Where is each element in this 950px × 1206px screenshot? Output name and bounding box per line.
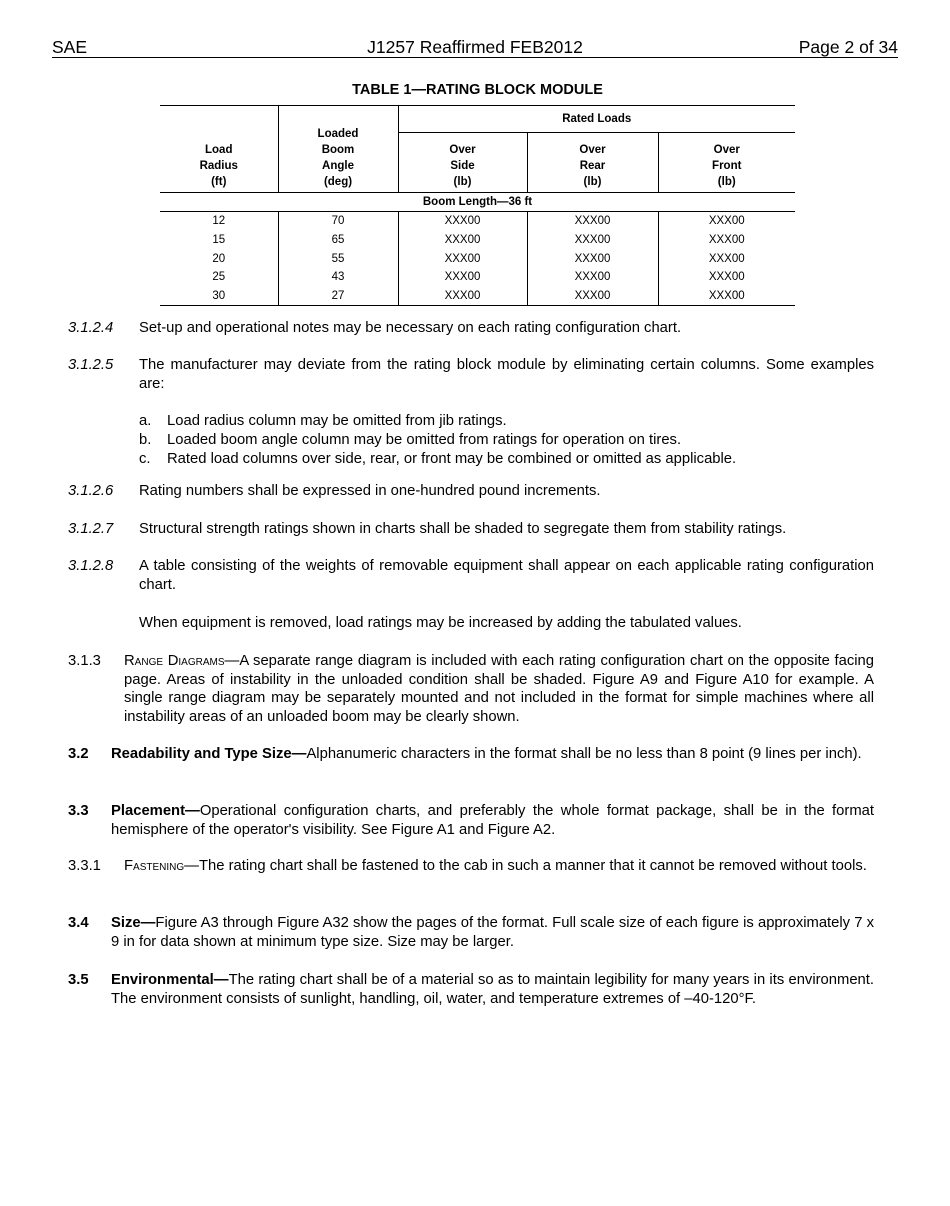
cell-boom-angle: 43 [278,268,398,287]
page-header [52,37,898,58]
list-item-c: Rated load columns over side, rear, or front may be combined or omitted as applicable. [167,451,737,467]
cell-over-side: XXX00 [398,268,527,287]
section-number-331: 3.3.1 [68,858,101,874]
section-title-34: Size— [111,915,156,931]
section-text-3128: A table consisting of the weights of removable equipment shall appear on each applicable rating configuration chart. [139,558,874,593]
cell-over-side: XXX00 [398,287,527,306]
section-number-3125: 3.1.2.5 [68,357,114,373]
section-text-34: Figure A3 through Figure A32 show the pages of the format. Full scale size of each figure is approximately 7 x 9 in for data shown at minimum type size. Size may be larger. [111,915,874,950]
table-row [160,268,795,287]
table-row [160,231,795,250]
table-row [160,287,795,306]
section-number-3128: 3.1.2.8 [68,558,114,574]
cell-load-radius: 15 [160,231,278,250]
list-marker-b: b. [139,432,152,448]
cell-boom-angle: 65 [278,231,398,250]
section-title-331: Fastening [124,858,185,874]
cell-over-front: XXX00 [658,287,795,306]
cell-over-side: XXX00 [398,212,527,231]
col-header-over-rear: Over Rear (lb) [527,133,658,193]
section-title-33: Placement— [111,803,200,819]
section-number-35: 3.5 [68,972,89,988]
section-number-32: 3.2 [68,746,89,762]
cell-load-radius: 25 [160,268,278,287]
section-text-313: —A separate range diagram is included with each rating configuration chart on the opposite facing page. Areas of instability in the unloaded condition shall be shaded. Figure A9 and Figure A10 for example. A single range diagram may be separately mounted and not included in the format for simple machines where all instability areas of an unloaded boom may be clearly shown. [124,653,874,725]
cell-load-radius: 20 [160,249,278,268]
section-number-34: 3.4 [68,915,89,931]
cell-over-side: XXX00 [398,249,527,268]
col-header-load-radius: Load Radius (ft) [160,106,278,193]
section-number-33: 3.3 [68,803,89,819]
col-header-over-side: Over Side (lb) [398,133,527,193]
cell-over-front: XXX00 [708,252,745,265]
header-page-number: Page 2 of 34 [798,37,898,57]
table-title: TABLE 1—RATING BLOCK MODULE [352,82,603,98]
col-header-loaded-boom-angle: Loaded Boom Angle (deg) [278,106,398,193]
section-number-3124: 3.1.2.4 [68,320,114,336]
section-title-313: Range Diagrams [124,653,225,669]
section-text-3126: Rating numbers shall be expressed in one-hundred pound increments. [139,483,601,499]
cell-over-front: XXX00 [708,271,745,284]
boom-length-label: Boom Length—36 ft [160,193,795,212]
list-marker-a: a. [139,413,152,429]
list-item-b: Loaded boom angle column may be omitted from ratings for operation on tires. [167,432,682,448]
section-body-313 [124,652,874,726]
section-text-32: Alphanumeric characters in the format shall be no less than 8 point (9 lines per inch). [306,746,862,762]
cell-load-radius: 12 [160,212,278,231]
section-body-32 [111,745,874,764]
cell-over-side: XXX00 [398,231,527,250]
cell-boom-angle: 55 [278,249,398,268]
header-doc-id: J1257 Reaffirmed FEB2012 [367,37,583,57]
list-marker-c: c. [139,451,151,467]
cell-boom-angle: 27 [278,287,398,306]
section-number-3126: 3.1.2.6 [68,483,114,499]
section-text-33: Operational configuration charts, and preferably the whole format package, shall be in the format hemisphere of the operator's visibility. See Figure A1 and Figure A2. [111,803,874,838]
cell-over-front: XXX00 [708,234,745,247]
section-text-3124: Set-up and operational notes may be necessary on each rating configuration chart. [139,320,682,336]
table-row [160,249,795,268]
cell-over-rear: XXX00 [527,231,658,250]
cell-boom-angle: 70 [278,212,398,231]
section-body-33 [111,802,874,839]
section-body-331 [124,857,874,876]
col-header-over-front: Over Front (lb) [712,144,742,188]
cell-load-radius: 30 [160,287,278,306]
cell-over-front: XXX00 [708,215,745,228]
cell-over-rear: XXX00 [527,212,658,231]
section-number-3127: 3.1.2.7 [68,521,114,537]
rating-block-table [160,105,795,306]
section-text-331: —The rating chart shall be fastened to the cab in such a manner that it cannot be removed without tools. [184,858,867,874]
table-row [160,212,795,231]
rated-loads-header: Rated Loads [398,106,795,133]
section-title-32: Readability and Type Size— [111,746,307,762]
cell-over-rear: XXX00 [527,249,658,268]
section-body-35 [111,971,874,1008]
list-item-a: Load radius column may be omitted from jib ratings. [167,413,507,429]
cell-over-rear: XXX00 [527,287,658,306]
section-text-3127: Structural strength ratings shown in charts shall be shaded to segregate them from stability ratings. [139,521,787,537]
section-text-3125: The manufacturer may deviate from the rating block module by eliminating certain columns. Some examples are: [139,357,874,392]
section-body-34 [111,914,874,951]
cell-over-rear: XXX00 [527,268,658,287]
header-org: SAE [52,37,88,57]
section-text-35: The rating chart shall be of a material so as to maintain legibility for many years in its environment. The environment consists of sunlight, handling, oil, water, and temperature extremes of –40-120°F. [111,972,874,1007]
section-text-3128-note: When equipment is removed, load ratings may be increased by adding the tabulated values. [139,615,742,631]
section-title-35: Environmental— [111,972,229,988]
section-number-313: 3.1.3 [68,653,101,669]
